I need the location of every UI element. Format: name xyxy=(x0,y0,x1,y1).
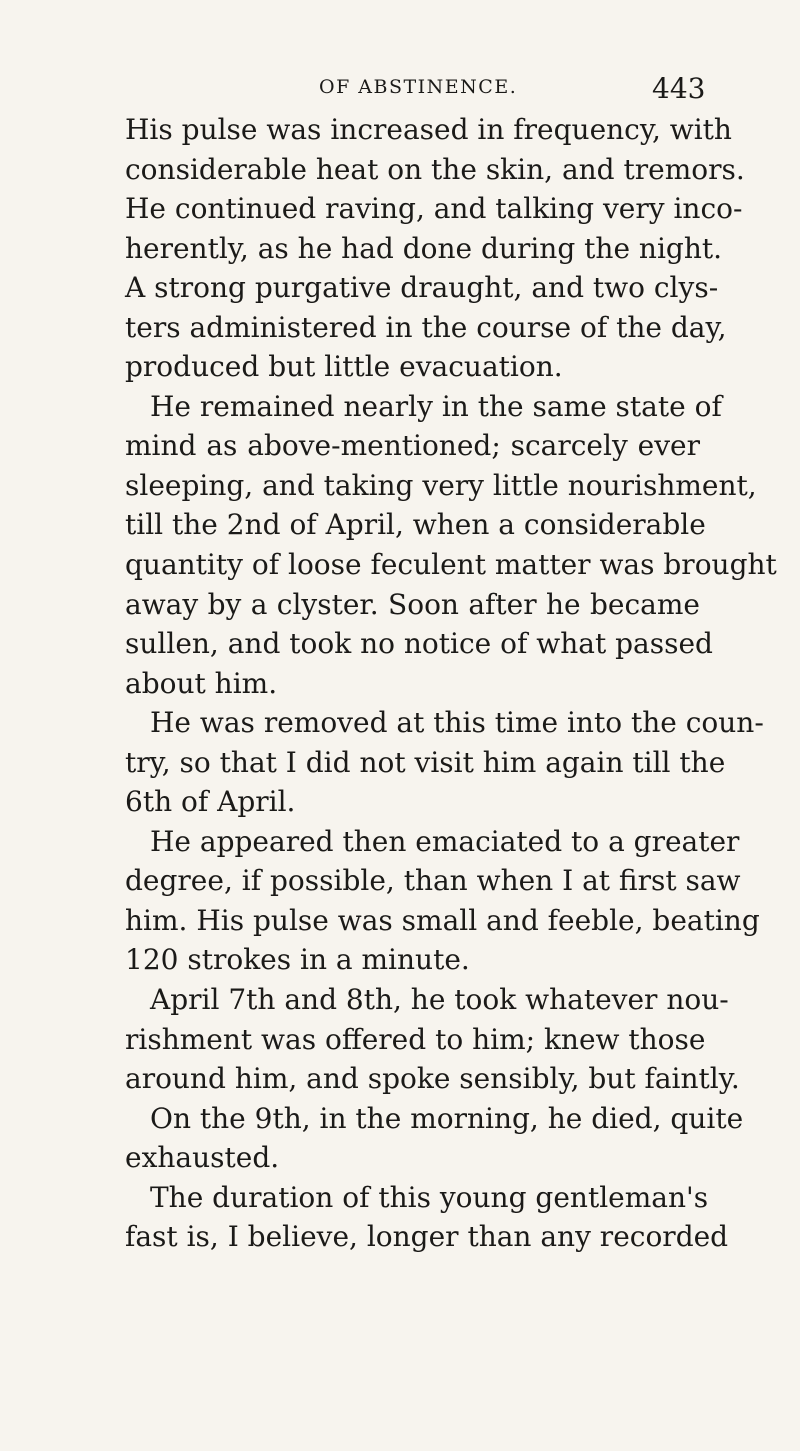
text-line: He continued raving, and talking very inco- xyxy=(125,192,743,226)
text-line: away by a clyster. Soon after he became xyxy=(125,587,700,621)
text-line: around him, and spoke sensibly, but faintly. xyxy=(125,1062,740,1096)
running-title: OF ABSTINENCE. xyxy=(319,76,518,98)
text-line: 120 strokes in a minute. xyxy=(125,943,470,977)
text-line: His pulse was increased in frequency, with xyxy=(125,113,732,146)
text-line: mind as above-mentioned; scarcely ever xyxy=(125,429,700,463)
text-line: On the 9th, in the morning, he died, quite xyxy=(150,1101,744,1135)
text-line: rishment was offered to him; knew those xyxy=(125,1022,706,1056)
text-line: quantity of loose feculent matter was brought xyxy=(125,548,777,582)
text-line: He was removed at this time into the coun- xyxy=(150,706,764,740)
text-line: 6th of April. xyxy=(125,785,296,819)
text-line: ters administered in the course of the day, xyxy=(125,310,727,344)
text-line: sullen, and took no notice of what passed xyxy=(125,627,713,661)
text-line: April 7th and 8th, he took whatever nou- xyxy=(150,983,729,1017)
text-line: A strong purgative draught, and two clys- xyxy=(125,271,719,305)
text-line: considerable heat on the skin, and tremors. xyxy=(125,152,745,186)
page-header xyxy=(0,72,800,112)
body-text xyxy=(125,110,777,1257)
text-line: degree, if possible, than when I at first saw xyxy=(125,864,741,898)
text-line: sleeping, and taking very little nourishment, xyxy=(125,468,757,502)
text-line: till the 2nd of April, when a considerable xyxy=(125,508,706,542)
text-line: about him. xyxy=(125,666,278,700)
text-line: herently, as he had done during the night. xyxy=(125,231,723,265)
text-line: The duration of this young gentleman's xyxy=(150,1180,709,1214)
text-line: produced but little evacuation. xyxy=(125,350,563,384)
text-line: him. His pulse was small and feeble, beating xyxy=(125,903,760,937)
text-line: He remained nearly in the same state of xyxy=(150,389,722,423)
text-line: He appeared then emaciated to a greater xyxy=(150,824,740,858)
text-line: exhausted. xyxy=(125,1141,280,1175)
text-line: fast is, I believe, longer than any recorded xyxy=(125,1220,729,1254)
page-number: 443 xyxy=(652,72,706,105)
text-line: try, so that I did not visit him again till the xyxy=(125,745,726,779)
